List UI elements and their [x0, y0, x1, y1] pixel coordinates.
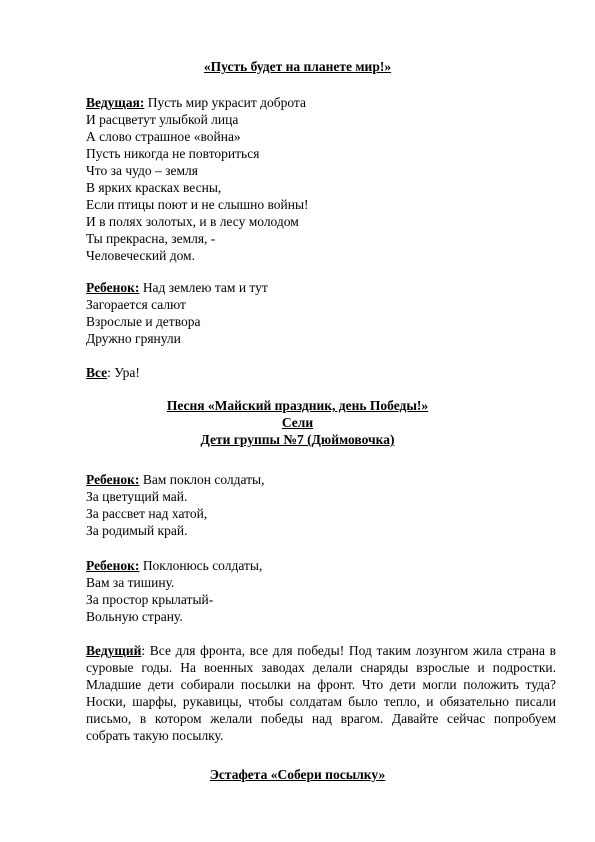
verse-line: Вольную страну. — [86, 609, 183, 624]
song-performers: Дети группы №7 (Дюймовочка) — [200, 432, 395, 447]
verse-text: Над землею там и тут — [139, 280, 268, 295]
verse-line: А слово страшное «война» — [86, 129, 241, 144]
page-title: «Пусть будет на планете мир!» — [203, 59, 392, 74]
child-verse-3 — [86, 557, 556, 625]
speaker-label: Ведущая: — [86, 95, 145, 110]
song-title: Песня «Майский праздник, день Победы!» — [166, 398, 429, 413]
verse-line: Если птицы поют и не слышно войны! — [86, 197, 309, 212]
verse-line — [86, 364, 556, 381]
verse-text: : Ура! — [107, 365, 140, 380]
verse-line: Человеческий дом. — [86, 248, 195, 263]
verse-line: За рассвет над хатой, — [86, 506, 208, 521]
all-response — [86, 364, 556, 381]
verse-line: За родимый край. — [86, 523, 188, 538]
verse-line: Загорается салют — [86, 297, 186, 312]
speaker-label: Ребенок: — [86, 280, 140, 295]
relay-heading: Эстафета «Собери посылку» — [209, 767, 386, 782]
verse-line: В ярких красках весны, — [86, 180, 222, 195]
verse-text: Вам поклон солдаты, — [139, 472, 265, 487]
verse-line: Взрослые и детвора — [86, 314, 201, 329]
verse-line: За цветущий май. — [86, 489, 188, 504]
verse-line: Вам за тишину. — [86, 575, 175, 590]
verse-line: Дружно грянули — [86, 331, 181, 346]
verse-text: Пусть мир украсит доброта — [144, 95, 306, 110]
speaker-label: Все — [86, 365, 108, 380]
verse-line: Пусть никогда не повториться — [86, 146, 260, 161]
verse-line: Что за чудо – земля — [86, 163, 198, 178]
verse-line: За простор крылатый- — [86, 592, 214, 607]
song-action: Сели — [281, 415, 314, 430]
paragraph-text: : Все для фронта, все для победы! Под таким лозунгом жила страна в суровые годы. На военных заводах делали снаряды взрослые и подростки. Младшие дети собирали посылки на фронт. Что дети могли положить туда? Носки, шарфы, рукавицы, чтобы солдатам было тепло, и обязательно писали письмо, в котором желали победы над врагом. Давайте сейчас попробуем собрать такую посылку. — [86, 643, 556, 743]
presenter-paragraph — [86, 642, 556, 744]
song-heading — [0, 397, 595, 448]
verse-line — [86, 94, 556, 111]
verse-text: Поклонюсь солдаты, — [139, 558, 263, 573]
verse-line: Ты прекрасна, земля, - — [86, 231, 216, 246]
verse-line: И расцветут улыбкой лица — [86, 112, 239, 127]
speaker-label: Ребенок: — [86, 558, 140, 573]
verse-line — [86, 471, 556, 488]
verse-line: И в полях золотых, и в лесу молодом — [86, 214, 299, 229]
child-verse-2 — [86, 471, 556, 539]
verse-line — [86, 279, 556, 296]
verse-line — [86, 557, 556, 574]
child-verse-1 — [86, 279, 556, 347]
presenter-verse-1 — [86, 94, 556, 264]
speaker-label: Ведущий — [86, 643, 142, 658]
speaker-label: Ребенок: — [86, 472, 140, 487]
